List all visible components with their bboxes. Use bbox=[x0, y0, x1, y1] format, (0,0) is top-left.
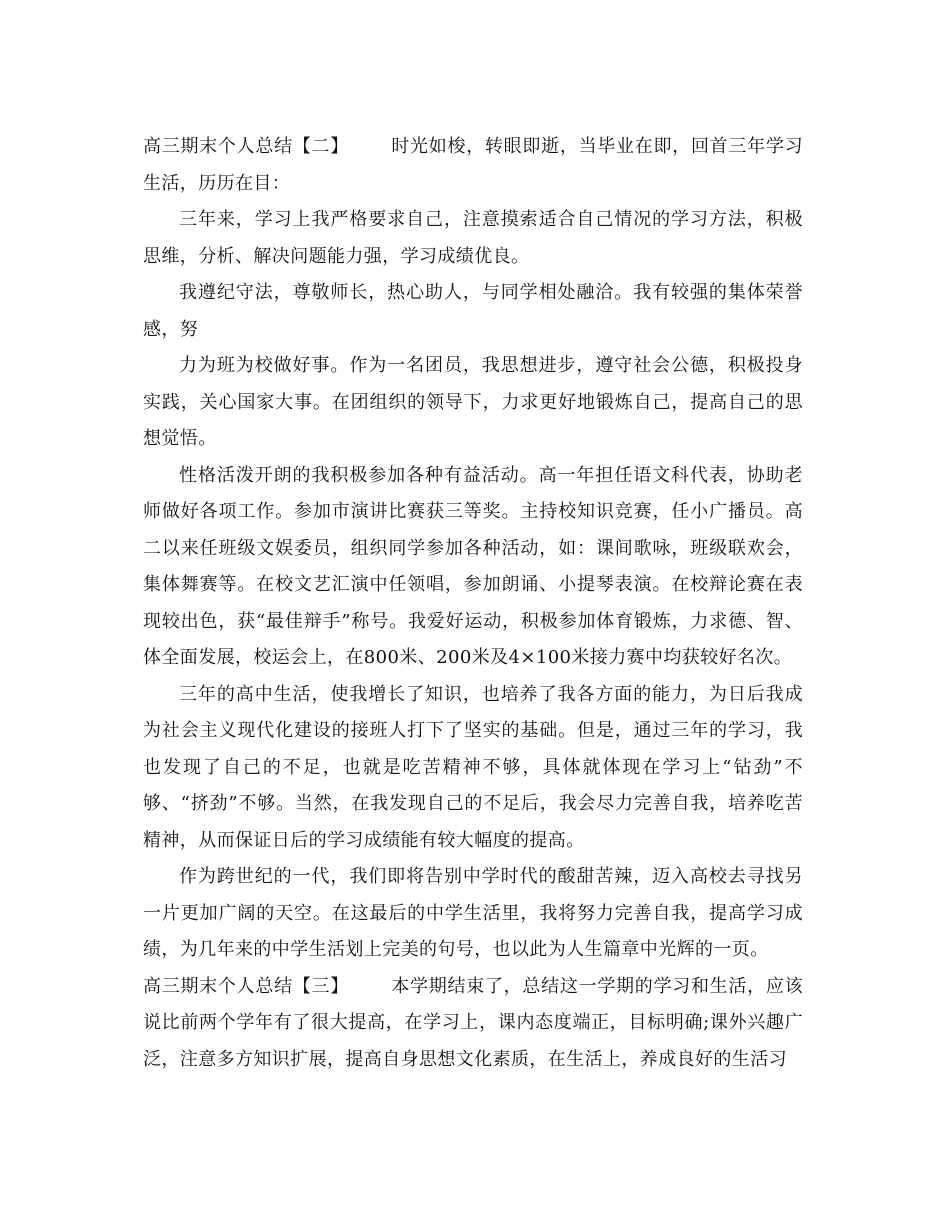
paragraph-text: 力为班为校做好事。作为一名团员，我思想进步，遵守社会公德，积极投身实践，关心国家大事。在团组织的领导下，力求更好地锻炼自己，提高自己的思想觉悟。 bbox=[143, 355, 803, 449]
paragraph-discipline bbox=[143, 275, 803, 348]
paragraph-future bbox=[143, 859, 803, 969]
paragraph-summary-3-intro bbox=[143, 969, 803, 1079]
paragraph-text: 三年来，学习上我严格要求自己，注意摸索适合自己情况的学习方法，积极思维，分析、解决问题能力强，学习成绩优良。 bbox=[143, 209, 803, 267]
paragraph-text: 性格活泼开朗的我积极参加各种有益活动。高一年担任语文科代表，协助老师做好各项工作。参加市演讲比赛获三等奖。主持校知识竞赛，任小广播员。高二以来任班级文娱委员，组织同学参加各种活动，如：课间歌咏，班级联欢会，集体舞赛等。在校文艺汇演中任领唱，参加朗诵、小提琴表演。在校辩论赛在表现较出色，获“最佳辩手”称号。我爱好运动，积极参加体育锻炼，力求德、智、体全面发展，校运会上，在800米、200米及4×100米接力赛中均获较好名次。 bbox=[143, 464, 803, 668]
section-heading-3: 高三期末个人总结【三】 bbox=[143, 975, 349, 997]
paragraph-text: 本学期结束了，总结这一学期的学习和生活，应该说比前两个学年有了很大提高，在学习上，课内态度端正，目标明确;课外兴趣广泛，注意多方知识扩展，提高自身思想文化素质，在生活上，养成良好的生活习 bbox=[143, 975, 803, 1070]
section-heading-2: 高三期末个人总结【二】 bbox=[143, 136, 349, 157]
paragraph-text: 我遵纪守法，尊敬师长，热心助人，与同学相处融洽。我有较强的集体荣誉感，努 bbox=[143, 282, 803, 340]
paragraph-summary-2-intro bbox=[143, 129, 803, 202]
paragraph-text: 三年的高中生活，使我增长了知识，也培养了我各方面的能力，为日后我成为社会主义现代化建设的接班人打下了坚实的基础。但是，通过三年的学习，我也发现了自己的不足，也就是吃苦精神不够，具体就体现在学习上“钻劲”不够、“挤劲”不够。当然，在我发现自己的不足后，我会尽力完善自我，培养吃苦精神，从而保证日后的学习成绩能有较大幅度的提高。 bbox=[143, 683, 803, 851]
paragraph-study bbox=[143, 202, 803, 275]
paragraph-reflection bbox=[143, 677, 803, 860]
paragraph-activities bbox=[143, 458, 803, 677]
paragraph-class-service bbox=[143, 348, 803, 458]
document-body bbox=[143, 129, 803, 1078]
paragraph-text: 作为跨世纪的一代，我们即将告别中学时代的酸甜苦辣，迈入高校去寻找另一片更加广阔的天空。在这最后的中学生活里，我将努力完善自我，提高学习成绩，为几年来的中学生活划上完美的句号，也以此为人生篇章中光辉的一页。 bbox=[143, 866, 803, 960]
paragraph-text: 时光如梭，转眼即逝，当毕业在即，回首三年学习生活，历历在目： bbox=[143, 136, 803, 194]
